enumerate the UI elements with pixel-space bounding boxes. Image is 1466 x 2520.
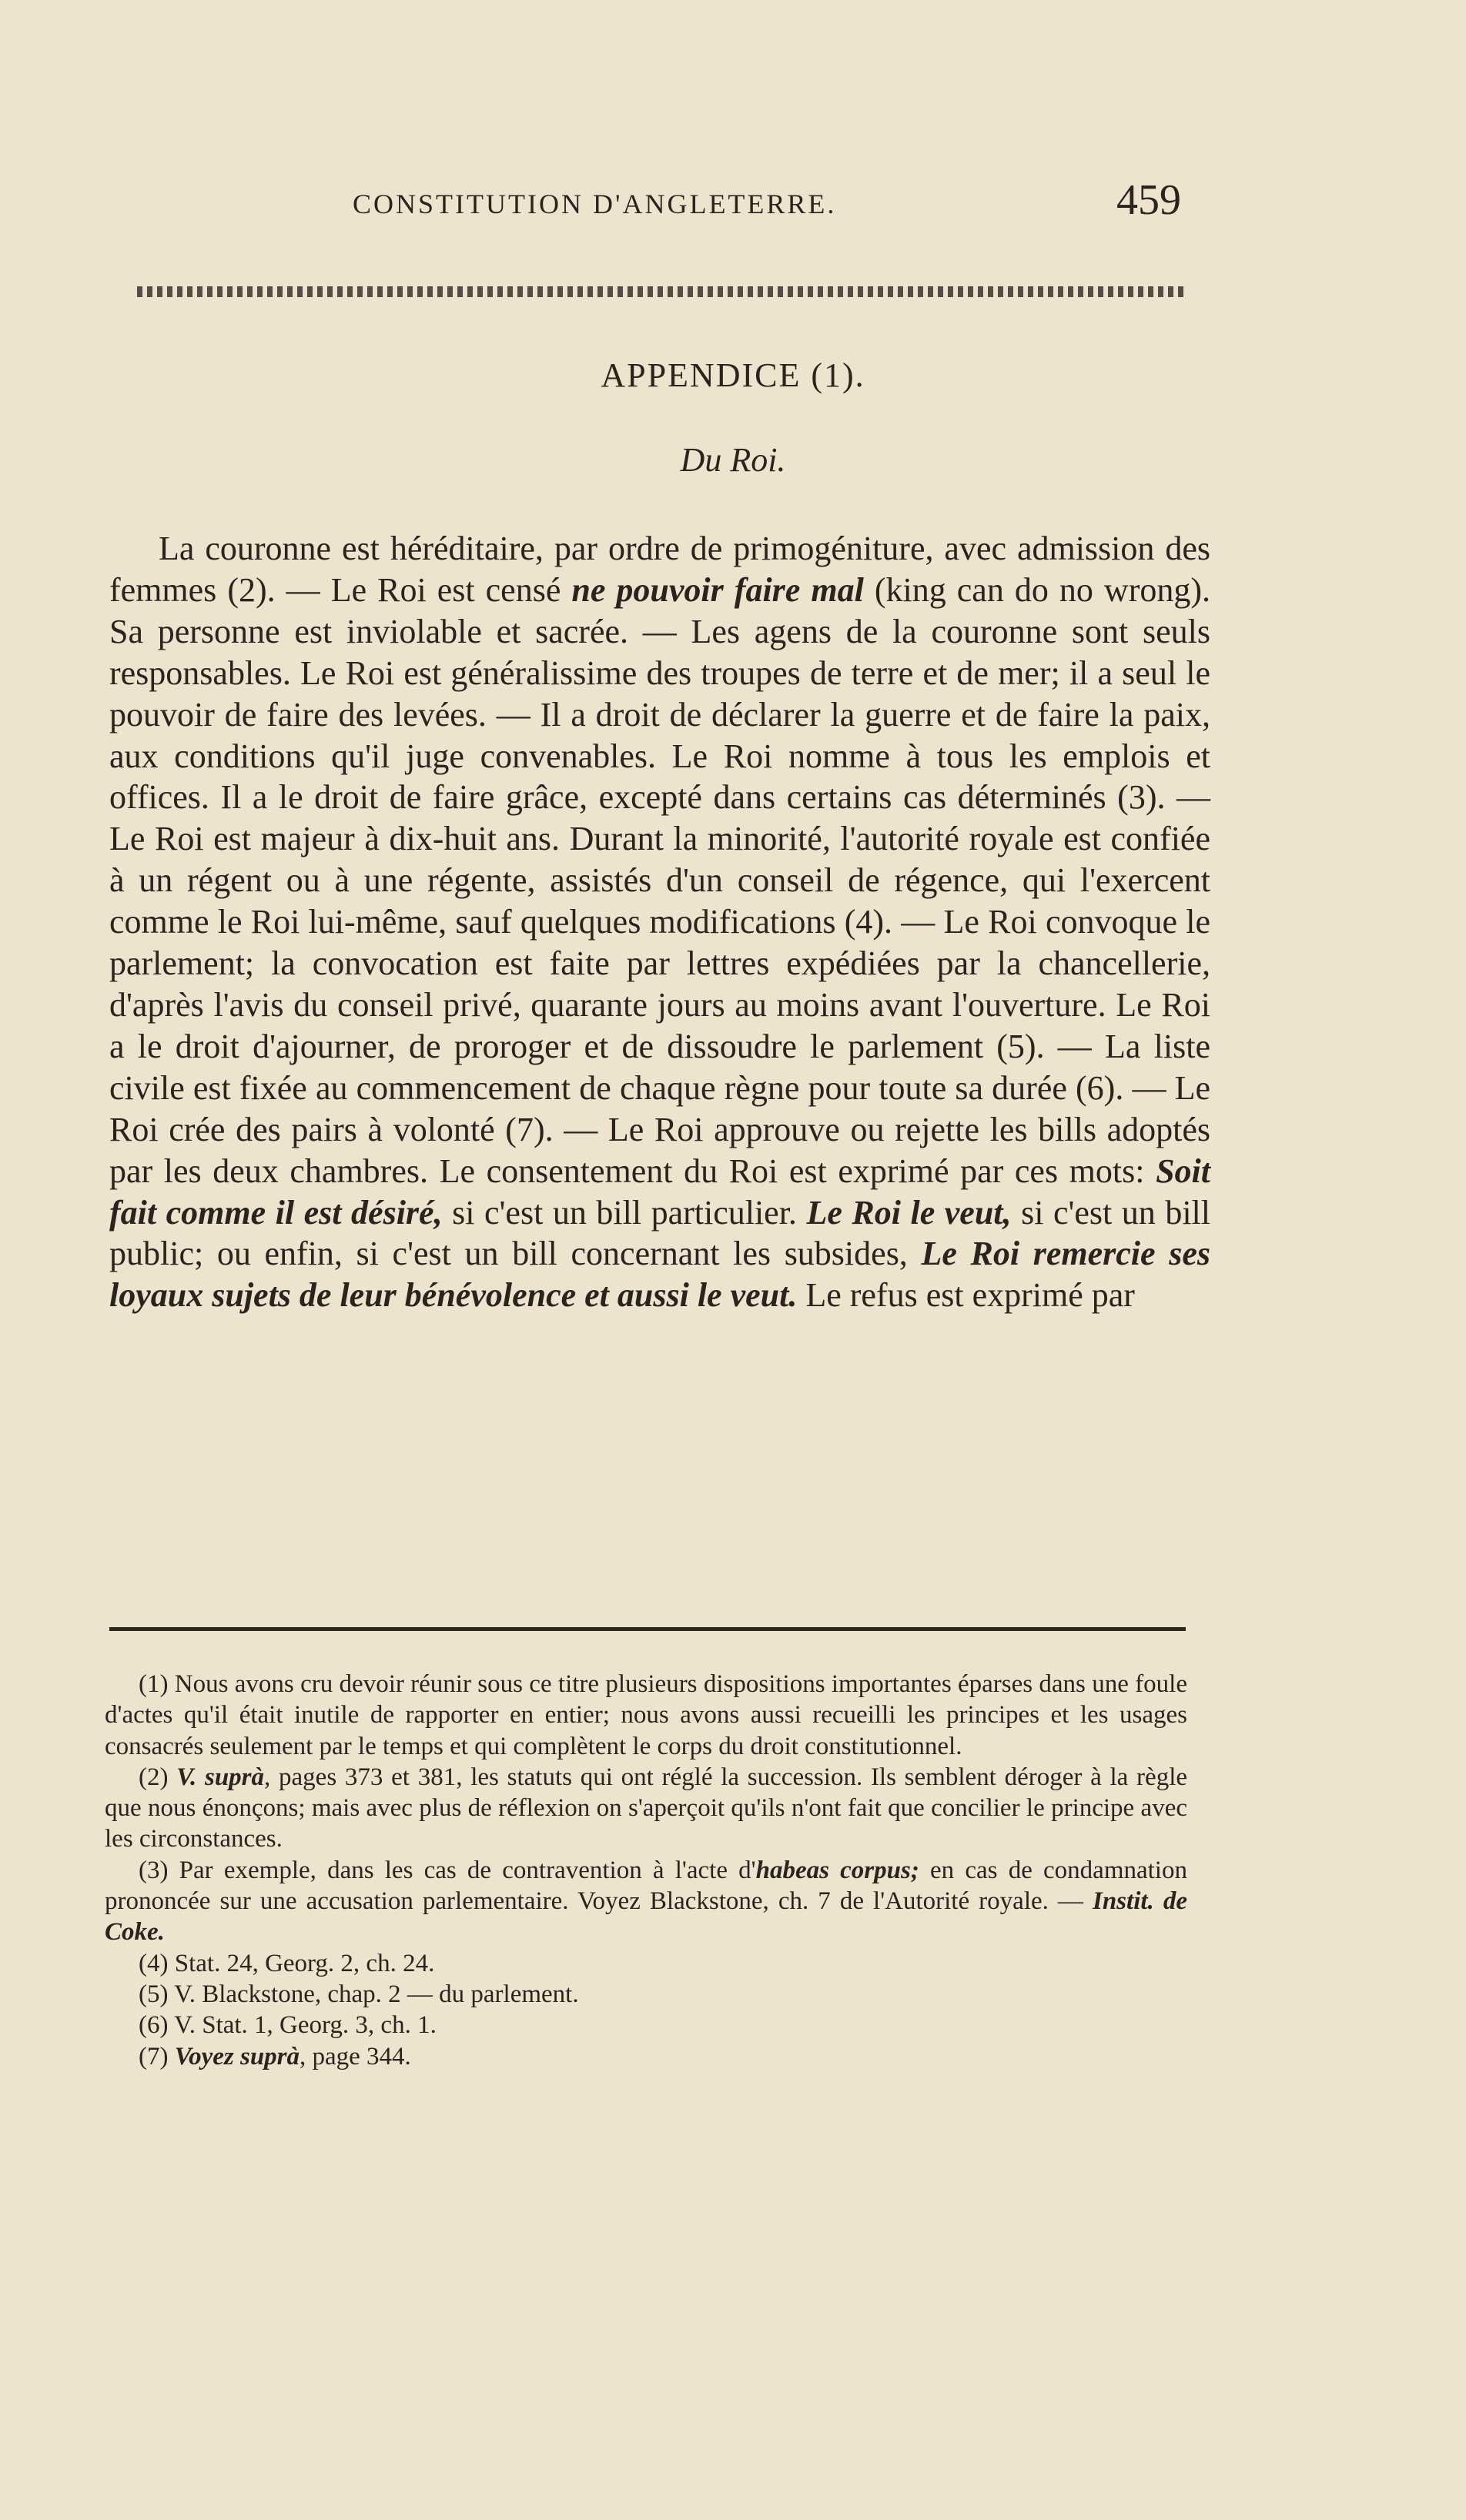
footnote-italic: habeas corpus;	[755, 1856, 919, 1884]
footnote-text: (7)	[139, 2042, 175, 2070]
footnote-text: en cas de condamnation prononcée sur une accusation parlementaire. Voyez Blackstone, ch. 7 de l'Autorité royale. —	[105, 1856, 1187, 1916]
footnote-italic: V. suprà	[176, 1763, 265, 1791]
footnote-text: (6) V. Stat. 1, Georg. 3, ch. 1.	[139, 2011, 437, 2040]
footnote-text: (2)	[139, 1763, 177, 1791]
footnote-4	[105, 1948, 1187, 1979]
body-paragraph	[109, 528, 1210, 1316]
footnote-text: , pages 373 et 381, les statuts qui ont réglé la succession. Ils semblent déroger à la règle que nous énonçons; mais avec plus de réflexion on s'aperçoit qu'ils n'ont fait que concilier le principe avec les circonstances.	[105, 1763, 1188, 1853]
body-italic-run: ne pouvoir faire mal	[571, 570, 864, 609]
footnote-italic: Instit. de Coke.	[105, 1887, 1187, 1947]
body-text-run: Le refus est exprimé par	[797, 1276, 1135, 1315]
footnotes	[105, 1669, 1187, 2072]
body-text	[109, 528, 1210, 1316]
footnote-5	[105, 1979, 1187, 2010]
body-italic-run: Soit fait comme il est désiré,	[109, 1151, 1210, 1232]
footnote-text: (1) Nous avons cru devoir réunir sous ce titre plusieurs dispositions importantes éparses dans une foule d'actes qu'il était inutile de rapporter en entier; nous avons aussi recueilli les principes et les usages consacrés seulement par le temps et qui complètent le corps du droit constitutionnel.	[105, 1670, 1187, 1760]
appendix-title: APPENDICE (1).	[601, 356, 865, 394]
body-text-run: si c'est un bill particulier.	[442, 1193, 807, 1232]
ornamental-rule	[137, 286, 1186, 297]
body-italic-run: Le Roi remercie ses loyaux sujets de leur bénévolence et aussi le veut.	[109, 1235, 1210, 1315]
footnote-1	[105, 1669, 1187, 1762]
footnote-7	[105, 2041, 1187, 2072]
body-italic-run: Le Roi le veut,	[806, 1193, 1012, 1232]
body-text-run: si c'est un bill public; ou enfin, si c'est un bill concernant les subsides,	[109, 1193, 1211, 1273]
footnote-divider	[109, 1627, 1186, 1631]
footnote-text: (4) Stat. 24, Georg. 2, ch. 24.	[139, 1949, 435, 1977]
body-text-run: La couronne est héréditaire, par ordre de primogéniture, avec admission des femmes (2). — Le Roi est censé	[109, 530, 1210, 609]
running-head: CONSTITUTION D'ANGLETERRE.	[353, 189, 837, 219]
footnote-6	[105, 2010, 1187, 2040]
footnote-3	[105, 1855, 1187, 1948]
body-text-run: (king can do no wrong). Sa personne est inviolable et sacrée. — Les agens de la couronne sont seuls responsables. Le Roi est généralissime des troupes de terre et de mer; il a seul le pouvoir de faire des levées. — Il a droit de déclarer la guerre et de faire la paix, aux conditions qu'il juge convenables. Le Roi nomme à tous les emplois et offices. Il a le droit de faire grâce, excepté dans certains cas déterminés (3). — Le Roi est majeur à dix-huit ans. Durant la minorité, l'autorité royale est confiée à un régent ou à une régente, assistés d'un conseil de régence, qui l'exercent comme le Roi lui-même, sauf quelques modifications (4). — Le Roi convoque le parlement; la convocation est faite par lettres expédiées par la chancellerie, d'après l'avis du conseil privé, quarante jours au moins avant l'ouverture. Le Roi a le droit d'ajourner, de proroger et de dissoudre le parlement (5). — La liste civile est fixée au commencement de chaque règne pour toute sa durée (6). — Le Roi crée des pairs à volonté (7). — Le Roi approuve ou rejette les bills adoptés par les deux chambres. Le consentement du Roi est exprimé par ces mots:	[109, 570, 1211, 1190]
footnote-italic: Voyez suprà	[174, 2042, 300, 2070]
page-number: 459	[1116, 176, 1181, 224]
footnote-text: (5) V. Blackstone, chap. 2 — du parlement.	[139, 1980, 579, 2008]
footnote-text: , page 344.	[300, 2042, 411, 2070]
footnote-2	[105, 1762, 1187, 1855]
footnote-text: (3) Par exemple, dans les cas de contravention à l'acte d'	[139, 1856, 756, 1884]
section-title: Du Roi.	[680, 441, 786, 479]
